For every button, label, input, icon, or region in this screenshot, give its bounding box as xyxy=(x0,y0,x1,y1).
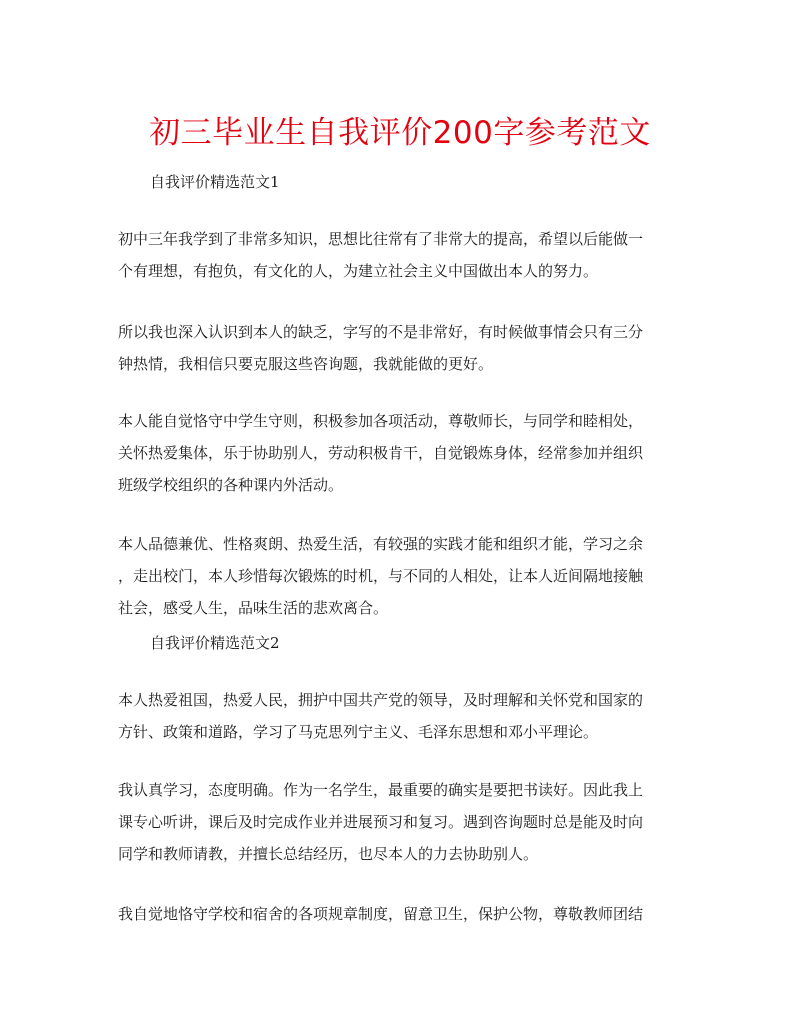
paragraph-line: 我认真学习，态度明确。作为一名学生，最重要的确实是要把书读好。因此我上 xyxy=(118,781,644,799)
paragraph-line: 我自觉地恪守学校和宿舍的各项规章制度，留意卫生，保护公物，尊敬教师团结 xyxy=(118,905,644,923)
document-title: 初三毕业生自我评价200字参考范文 xyxy=(149,115,651,151)
paragraph-line: 关怀热爱集体，乐于协助别人，劳动积极肯干，自觉锻炼身体，经常参加并组织 xyxy=(118,444,644,462)
section-heading: 自我评价精选范文2 xyxy=(150,634,280,652)
paragraph xyxy=(118,898,678,930)
paragraph-line: 所以我也深入认识到本人的缺乏，字写的不是非常好，有时候做事情会只有三分 xyxy=(118,323,644,341)
paragraph-line: 社会，感受人生，品味生活的悲欢离合。 xyxy=(118,599,389,617)
paragraph-line: 个有理想，有抱负，有文化的人，为建立社会主义中国做出本人的努力。 xyxy=(118,262,599,280)
paragraph xyxy=(118,316,678,380)
paragraph xyxy=(118,684,678,748)
paragraph-line: ，走出校门，本人珍惜每次锻炼的时机，与不同的人相处，让本人近间隔地接触 xyxy=(118,567,644,585)
paragraph-line: 同学和教师请教，并擅长总结经历，也尽本人的力去协助别人。 xyxy=(118,845,539,863)
paragraph-line: 本人品德兼优、性格爽朗、热爱生活，有较强的实践才能和组织才能，学习之余 xyxy=(118,535,644,553)
paragraph-line: 班级学校组织的各种课内外活动。 xyxy=(118,476,344,494)
section-heading: 自我评价精选范文1 xyxy=(150,173,280,191)
paragraph-line: 钟热情，我相信只要克服这些咨询题，我就能做的更好。 xyxy=(118,355,494,373)
paragraph-line: 本人热爱祖国，热爱人民，拥护中国共产党的领导，及时理解和关怀党和国家的 xyxy=(118,691,644,709)
paragraph xyxy=(118,405,678,501)
paragraph-line: 初中三年我学到了非常多知识，思想比往常有了非常大的提高，希望以后能做一 xyxy=(118,230,644,248)
paragraph-line: 方针、政策和道路，学习了马克思列宁主义、毛泽东思想和邓小平理论。 xyxy=(118,723,599,741)
paragraph xyxy=(118,774,678,870)
paragraph xyxy=(118,223,678,287)
paragraph-line: 本人能自觉恪守中学生守则，积极参加各项活动，尊敬师长，与同学和睦相处， xyxy=(118,412,644,430)
paragraph-line: 课专心听讲，课后及时完成作业并进展预习和复习。遇到咨询题时总是能及时向 xyxy=(118,813,644,831)
paragraph xyxy=(118,528,678,624)
